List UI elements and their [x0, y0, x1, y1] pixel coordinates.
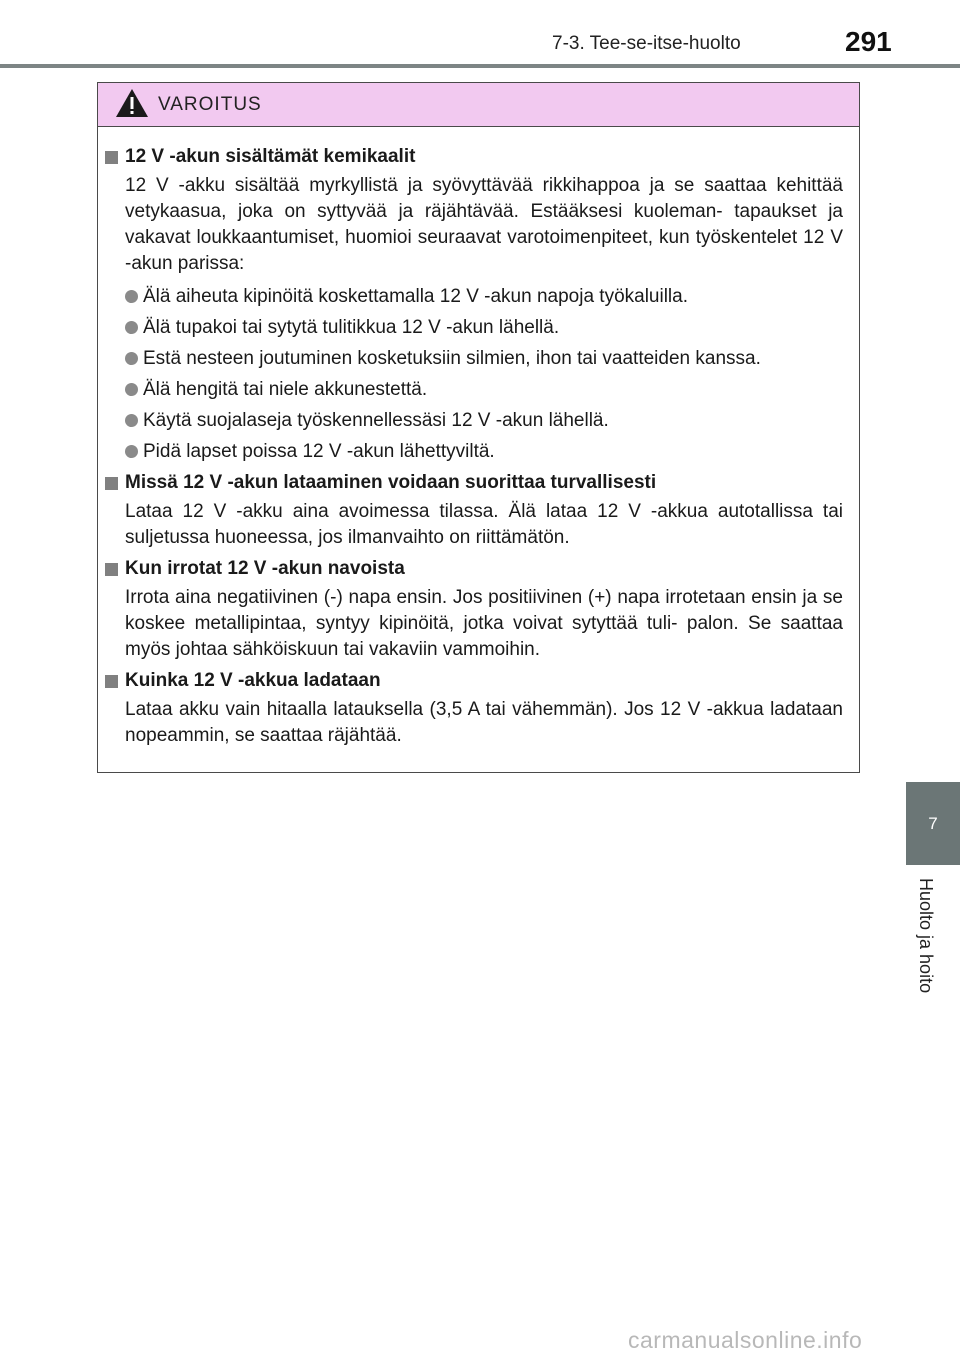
square-bullet-icon: [105, 563, 118, 576]
round-bullet-icon: [125, 290, 138, 303]
round-bullet-icon: [125, 352, 138, 365]
chapter-tab[interactable]: [906, 782, 960, 865]
round-bullet-icon: [125, 414, 138, 427]
section-heading: [105, 555, 843, 583]
section-heading: [105, 143, 843, 171]
section-heading: [105, 667, 843, 695]
round-bullet-icon: [125, 445, 138, 458]
list-item-text: Käytä suojalaseja työskennellessäsi 12 V -akun lähellä.: [143, 409, 609, 431]
list-item-text: Älä aiheuta kipinöitä koskettamalla 12 V -akun napoja työkaluilla.: [143, 285, 688, 307]
section-text: Lataa akku vain hitaalla latauksella (3,5 A tai vähemmän). Jos 12 V -akkua ladataan nopeammin, se saattaa räjähtää.: [125, 699, 843, 746]
chapter-number: 7: [928, 813, 938, 833]
square-bullet-icon: [105, 151, 118, 164]
list-item: [125, 436, 843, 467]
warning-section: [105, 667, 843, 749]
list-item-text: Estä nesteen joutuminen kosketuksiin silmien, ihon tai vaatteiden kanssa.: [143, 347, 761, 369]
section-text: 12 V -akku sisältää myrkyllistä ja syövyttävää rikkihappoa ja se saattaa kehittää vetykaasua, joka on syttyvää ja räjähtävää. Estääksesi kuoleman- tapaukset ja vakavat loukkaantumiset, huomioi seuraavat varotoimenpiteet, kun työskentelet 12 V -akun parissa:: [125, 175, 843, 274]
section-heading-text: 12 V -akun sisältämät kemikaalit: [125, 146, 416, 167]
list-item: [125, 405, 843, 436]
warning-section: [105, 555, 843, 663]
warning-body: [98, 127, 859, 749]
list-item-text: Älä tupakoi tai sytytä tulitikkua 12 V -akun lähellä.: [143, 316, 560, 338]
section-text: Irrota aina negatiivinen (-) napa ensin. Jos positiivinen (+) napa irrotetaan ensin ja se koskee metallipintaa, syntyy kipinöitä, jotka voivat sytyttää tuli- palon. Se saattaa myös johtaa sähköiskuun tai vakaviin vammoihin.: [125, 587, 843, 660]
section-heading-text: Missä 12 V -akun lataaminen voidaan suorittaa turvallisesti: [125, 472, 657, 493]
warning-section: [105, 143, 843, 467]
list-item: [125, 281, 843, 312]
list-item: [125, 343, 843, 374]
warning-title: VAROITUS: [158, 94, 262, 115]
list-item: [125, 312, 843, 343]
section-text: Lataa 12 V -akku aina avoimessa tilassa. Älä lataa 12 V -akkua autotallissa tai suljetussa huoneessa, jos ilmanvaihto on riittämätön.: [125, 501, 843, 548]
chapter-label: Huolto ja hoito: [916, 878, 936, 994]
list-item: [125, 374, 843, 405]
square-bullet-icon: [105, 675, 118, 688]
list-item-text: Älä hengitä tai niele akkunestettä.: [143, 378, 428, 400]
warning-box: [97, 82, 860, 773]
square-bullet-icon: [105, 477, 118, 490]
list-item-text: Pidä lapset poissa 12 V -akun lähettyviltä.: [143, 440, 495, 462]
header-rule: [0, 64, 960, 68]
section-heading-text: Kuinka 12 V -akkua ladataan: [125, 670, 381, 691]
section-title: 7-3. Tee-se-itse-huolto: [552, 33, 741, 54]
warning-triangle-icon: [115, 88, 149, 118]
warning-section: [105, 469, 843, 551]
round-bullet-icon: [125, 383, 138, 396]
page-number: 291: [845, 26, 892, 57]
section-heading: [105, 469, 843, 497]
round-bullet-icon: [125, 321, 138, 334]
warning-header: [98, 83, 859, 127]
section-heading-text: Kun irrotat 12 V -akun navoista: [125, 558, 405, 579]
watermark: carmanualsonline.info: [628, 1327, 863, 1353]
